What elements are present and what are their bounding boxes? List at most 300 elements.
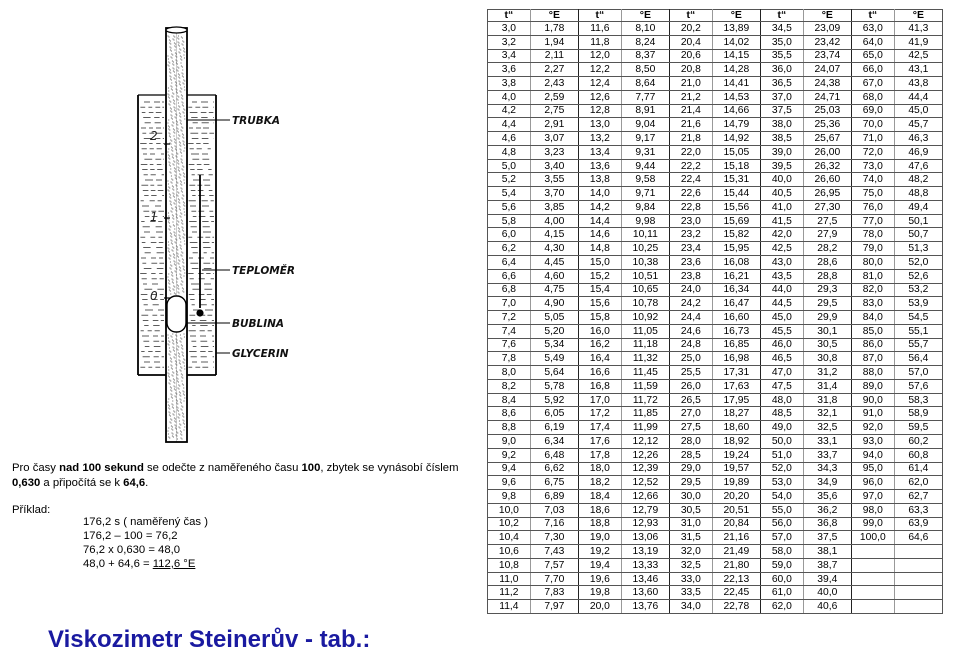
cell-engler: 10,65 (621, 283, 669, 297)
cell-seconds: 8,4 (488, 393, 531, 407)
table-row (488, 407, 943, 421)
cell-engler: 24,71 (803, 90, 851, 104)
cell-engler: 2,43 (530, 77, 578, 91)
cell-engler: 25,36 (803, 118, 851, 132)
cell-engler: 19,89 (712, 476, 760, 490)
bubble (167, 296, 186, 332)
cell-engler: 40,0 (803, 586, 851, 600)
table-row (488, 228, 943, 242)
cell-seconds: 17,2 (578, 407, 621, 421)
thermometer (196, 175, 203, 317)
cell-seconds: 29,0 (669, 462, 712, 476)
cell-engler: 8,91 (621, 104, 669, 118)
cell-seconds: 69,0 (851, 104, 894, 118)
cell-engler: 7,97 (530, 600, 578, 614)
cell-seconds: 20,2 (669, 22, 712, 36)
cell-seconds: 5,0 (488, 159, 531, 173)
cell-seconds: 11,6 (578, 22, 621, 36)
cell-seconds: 90,0 (851, 393, 894, 407)
cell-engler: 34,3 (803, 462, 851, 476)
cell-engler: 30,5 (803, 338, 851, 352)
cell-seconds: 63,0 (851, 22, 894, 36)
cell-engler: 13,60 (621, 586, 669, 600)
note-part-bold: nad 100 sekund (59, 462, 144, 474)
cell-seconds: 3,0 (488, 22, 531, 36)
cell-engler: 28,6 (803, 256, 851, 270)
cell-seconds: 32,5 (669, 558, 712, 572)
table-header-row (488, 10, 943, 22)
cell-seconds: 49,0 (760, 421, 803, 435)
header-t: t“ (760, 10, 803, 22)
cell-engler: 62,0 (894, 476, 942, 490)
cell-engler (894, 586, 942, 600)
cell-seconds: 18,4 (578, 490, 621, 504)
cell-seconds: 13,4 (578, 145, 621, 159)
cell-seconds: 28,0 (669, 434, 712, 448)
cell-seconds: 6,4 (488, 256, 531, 270)
header-e: °E (530, 10, 578, 22)
cell-seconds: 15,2 (578, 269, 621, 283)
cell-seconds: 26,5 (669, 393, 712, 407)
cell-seconds: 91,0 (851, 407, 894, 421)
cell-engler: 6,48 (530, 448, 578, 462)
cell-engler: 29,5 (803, 297, 851, 311)
table-row (488, 366, 943, 380)
cell-engler: 8,64 (621, 77, 669, 91)
cell-seconds: 23,6 (669, 256, 712, 270)
mark-1: 1 (150, 210, 158, 224)
cell-engler: 26,00 (803, 145, 851, 159)
cell-engler: 50,1 (894, 214, 942, 228)
label-glycerin: GLYCERIN (232, 348, 289, 360)
example-result: 112,6 °E (152, 557, 196, 570)
cell-engler: 43,1 (894, 63, 942, 77)
cell-seconds: 55,0 (760, 503, 803, 517)
cell-seconds: 13,2 (578, 132, 621, 146)
cell-seconds: 26,0 (669, 379, 712, 393)
cell-engler: 5,05 (530, 311, 578, 325)
table-row (488, 283, 943, 297)
example-line: 76,2 x 0,630 = 48,0 (83, 543, 181, 556)
cell-seconds: 41,5 (760, 214, 803, 228)
cell-engler: 7,57 (530, 558, 578, 572)
cell-seconds: 93,0 (851, 434, 894, 448)
table-row (488, 63, 943, 77)
cell-seconds: 58,0 (760, 545, 803, 559)
table-row (488, 200, 943, 214)
cell-engler: 38,1 (803, 545, 851, 559)
cell-seconds: 10,2 (488, 517, 531, 531)
cell-engler: 58,3 (894, 393, 942, 407)
cell-seconds: 88,0 (851, 366, 894, 380)
cell-seconds: 7,2 (488, 311, 531, 325)
cell-engler: 16,98 (712, 352, 760, 366)
cell-seconds: 52,0 (760, 462, 803, 476)
cell-engler: 13,76 (621, 600, 669, 614)
cell-seconds: 17,4 (578, 421, 621, 435)
cell-seconds: 47,5 (760, 379, 803, 393)
cell-seconds: 48,0 (760, 393, 803, 407)
cell-seconds: 6,0 (488, 228, 531, 242)
mark-2: 2 (150, 129, 158, 143)
cell-seconds: 19,0 (578, 531, 621, 545)
cell-seconds: 84,0 (851, 311, 894, 325)
cell-engler: 38,7 (803, 558, 851, 572)
cell-engler: 63,9 (894, 517, 942, 531)
cell-engler: 7,43 (530, 545, 578, 559)
cell-engler: 33,7 (803, 448, 851, 462)
cell-engler: 26,32 (803, 159, 851, 173)
cell-engler: 15,69 (712, 214, 760, 228)
header-e: °E (894, 10, 942, 22)
cell-seconds: 17,6 (578, 434, 621, 448)
cell-engler: 37,5 (803, 531, 851, 545)
cell-seconds: 22,0 (669, 145, 712, 159)
cell-engler: 12,79 (621, 503, 669, 517)
cell-engler: 5,20 (530, 324, 578, 338)
cell-seconds: 35,5 (760, 49, 803, 63)
cell-engler: 18,27 (712, 407, 760, 421)
cell-engler: 1,78 (530, 22, 578, 36)
cell-engler: 24,38 (803, 77, 851, 91)
cell-seconds: 3,4 (488, 49, 531, 63)
cell-seconds: 62,0 (760, 600, 803, 614)
cell-seconds: 54,0 (760, 490, 803, 504)
cell-seconds: 16,4 (578, 352, 621, 366)
cell-seconds: 7,6 (488, 338, 531, 352)
table-row (488, 558, 943, 572)
cell-engler: 11,45 (621, 366, 669, 380)
cell-seconds: 27,0 (669, 407, 712, 421)
cell-engler: 16,34 (712, 283, 760, 297)
cell-seconds: 14,6 (578, 228, 621, 242)
cell-engler: 9,17 (621, 132, 669, 146)
cell-seconds: 31,5 (669, 531, 712, 545)
cell-engler: 53,2 (894, 283, 942, 297)
cell-engler: 3,23 (530, 145, 578, 159)
cell-seconds: 37,5 (760, 104, 803, 118)
table-row (488, 379, 943, 393)
table-row (488, 531, 943, 545)
cell-seconds: 4,4 (488, 118, 531, 132)
cell-engler: 32,1 (803, 407, 851, 421)
table-row (488, 476, 943, 490)
cell-engler: 61,4 (894, 462, 942, 476)
cell-seconds: 9,6 (488, 476, 531, 490)
cell-seconds (851, 545, 894, 559)
table-row (488, 572, 943, 586)
cell-engler: 14,66 (712, 104, 760, 118)
cell-seconds: 11,0 (488, 572, 531, 586)
table-row (488, 242, 943, 256)
note-part: se odečte z naměřeného času (143, 462, 302, 474)
cell-engler: 13,06 (621, 531, 669, 545)
header-t: t“ (669, 10, 712, 22)
cell-seconds: 28,5 (669, 448, 712, 462)
cell-engler: 53,9 (894, 297, 942, 311)
cell-seconds: 12,2 (578, 63, 621, 77)
table-row (488, 421, 943, 435)
table-row (488, 77, 943, 91)
viscometer-diagram (0, 0, 480, 460)
table-row (488, 35, 943, 49)
cell-engler: 3,55 (530, 173, 578, 187)
cell-seconds: 100,0 (851, 531, 894, 545)
cell-engler: 7,70 (530, 572, 578, 586)
cell-seconds: 89,0 (851, 379, 894, 393)
cell-engler: 9,58 (621, 173, 669, 187)
cell-engler: 33,1 (803, 434, 851, 448)
table-row (488, 187, 943, 201)
table-row (488, 269, 943, 283)
cell-engler: 14,15 (712, 49, 760, 63)
cell-seconds: 4,2 (488, 104, 531, 118)
cell-seconds: 17,8 (578, 448, 621, 462)
table-row (488, 173, 943, 187)
cell-engler: 2,27 (530, 63, 578, 77)
cell-seconds: 12,4 (578, 77, 621, 91)
cell-seconds: 21,8 (669, 132, 712, 146)
cell-seconds: 4,0 (488, 90, 531, 104)
cell-seconds: 98,0 (851, 503, 894, 517)
cell-engler: 12,93 (621, 517, 669, 531)
cell-engler: 41,3 (894, 22, 942, 36)
cell-seconds: 95,0 (851, 462, 894, 476)
cell-engler: 10,92 (621, 311, 669, 325)
cell-engler: 22,78 (712, 600, 760, 614)
table-row (488, 393, 943, 407)
note-part: . (145, 476, 149, 489)
cell-engler: 16,73 (712, 324, 760, 338)
cell-seconds: 43,5 (760, 269, 803, 283)
cell-engler: 16,21 (712, 269, 760, 283)
cell-seconds: 42,0 (760, 228, 803, 242)
cell-seconds: 23,2 (669, 228, 712, 242)
table-row (488, 104, 943, 118)
cell-engler: 16,60 (712, 311, 760, 325)
cell-engler: 13,46 (621, 572, 669, 586)
cell-engler: 11,18 (621, 338, 669, 352)
cell-engler: 39,4 (803, 572, 851, 586)
cell-engler: 16,08 (712, 256, 760, 270)
cell-engler: 4,15 (530, 228, 578, 242)
cell-engler: 12,66 (621, 490, 669, 504)
cell-engler: 48,2 (894, 173, 942, 187)
cell-engler: 60,2 (894, 434, 942, 448)
conversion-table (487, 9, 943, 614)
cell-seconds: 76,0 (851, 200, 894, 214)
cell-engler: 11,32 (621, 352, 669, 366)
cell-seconds: 11,2 (488, 586, 531, 600)
table-row (488, 517, 943, 531)
cell-engler: 47,6 (894, 159, 942, 173)
cell-seconds: 57,0 (760, 531, 803, 545)
cell-seconds: 3,2 (488, 35, 531, 49)
cell-engler: 18,92 (712, 434, 760, 448)
cell-engler: 12,12 (621, 434, 669, 448)
cell-seconds: 36,0 (760, 63, 803, 77)
cell-seconds: 9,4 (488, 462, 531, 476)
cell-engler: 16,47 (712, 297, 760, 311)
label-thermometer: TEPLOMĚR (232, 265, 295, 277)
cell-engler: 21,80 (712, 558, 760, 572)
cell-engler: 14,02 (712, 35, 760, 49)
cell-engler: 13,33 (621, 558, 669, 572)
cell-engler: 58,9 (894, 407, 942, 421)
cell-seconds: 65,0 (851, 49, 894, 63)
cell-seconds: 6,2 (488, 242, 531, 256)
cell-seconds: 64,0 (851, 35, 894, 49)
cell-engler: 4,45 (530, 256, 578, 270)
cell-engler: 51,3 (894, 242, 942, 256)
cell-engler: 5,92 (530, 393, 578, 407)
table-row (488, 214, 943, 228)
cell-engler: 3,70 (530, 187, 578, 201)
cell-engler: 31,8 (803, 393, 851, 407)
cell-seconds: 19,8 (578, 586, 621, 600)
cell-engler: 12,39 (621, 462, 669, 476)
table-row (488, 49, 943, 63)
cell-engler: 48,8 (894, 187, 942, 201)
cell-engler: 5,34 (530, 338, 578, 352)
cell-seconds: 31,0 (669, 517, 712, 531)
cell-engler: 15,05 (712, 145, 760, 159)
cell-seconds: 17,0 (578, 393, 621, 407)
cell-seconds: 33,0 (669, 572, 712, 586)
cell-seconds: 45,5 (760, 324, 803, 338)
cell-seconds: 16,6 (578, 366, 621, 380)
cell-seconds: 13,0 (578, 118, 621, 132)
example-line (83, 558, 208, 572)
cell-seconds: 18,8 (578, 517, 621, 531)
cell-engler: 11,85 (621, 407, 669, 421)
cell-engler: 28,8 (803, 269, 851, 283)
cell-engler: 10,25 (621, 242, 669, 256)
cell-engler: 8,50 (621, 63, 669, 77)
cell-seconds: 21,0 (669, 77, 712, 91)
cell-seconds: 18,0 (578, 462, 621, 476)
cell-seconds: 81,0 (851, 269, 894, 283)
cell-seconds: 80,0 (851, 256, 894, 270)
cell-engler: 10,51 (621, 269, 669, 283)
cell-engler: 14,92 (712, 132, 760, 146)
cell-engler: 49,4 (894, 200, 942, 214)
cell-seconds: 66,0 (851, 63, 894, 77)
note-part: Pro časy (12, 462, 60, 474)
cell-seconds (851, 558, 894, 572)
cell-seconds: 4,8 (488, 145, 531, 159)
cell-seconds: 15,8 (578, 311, 621, 325)
cell-engler: 2,91 (530, 118, 578, 132)
leader-lines (186, 120, 230, 353)
cell-engler: 40,6 (803, 600, 851, 614)
cell-engler (894, 558, 942, 572)
cell-engler: 55,1 (894, 324, 942, 338)
cell-engler: 5,49 (530, 352, 578, 366)
cell-seconds: 53,0 (760, 476, 803, 490)
cell-seconds: 46,5 (760, 352, 803, 366)
cell-engler: 7,77 (621, 90, 669, 104)
cell-engler: 27,9 (803, 228, 851, 242)
cell-seconds: 6,6 (488, 269, 531, 283)
cell-seconds: 85,0 (851, 324, 894, 338)
table-body (488, 22, 943, 614)
cell-engler: 15,18 (712, 159, 760, 173)
cell-engler: 50,7 (894, 228, 942, 242)
cell-engler: 11,72 (621, 393, 669, 407)
cell-seconds: 24,6 (669, 324, 712, 338)
cell-engler: 15,56 (712, 200, 760, 214)
cell-engler: 7,16 (530, 517, 578, 531)
cell-seconds (851, 600, 894, 614)
cell-engler: 45,0 (894, 104, 942, 118)
cell-engler (894, 545, 942, 559)
cell-engler: 60,8 (894, 448, 942, 462)
cell-seconds: 36,5 (760, 77, 803, 91)
cell-seconds: 22,8 (669, 200, 712, 214)
example-line: 176,2 s ( naměřený čas ) (83, 516, 208, 528)
cell-engler: 18,60 (712, 421, 760, 435)
cell-seconds: 14,0 (578, 187, 621, 201)
cell-engler: 32,5 (803, 421, 851, 435)
cell-seconds: 16,0 (578, 324, 621, 338)
cell-seconds: 7,8 (488, 352, 531, 366)
cell-seconds: 21,6 (669, 118, 712, 132)
table-row (488, 545, 943, 559)
cell-seconds: 68,0 (851, 90, 894, 104)
cell-engler: 41,9 (894, 35, 942, 49)
cell-engler: 57,6 (894, 379, 942, 393)
cell-engler: 28,2 (803, 242, 851, 256)
cell-engler: 9,71 (621, 187, 669, 201)
cell-seconds: 30,5 (669, 503, 712, 517)
cell-seconds: 12,8 (578, 104, 621, 118)
cell-engler: 8,24 (621, 35, 669, 49)
table-row (488, 145, 943, 159)
cell-engler: 29,9 (803, 311, 851, 325)
header-t: t“ (578, 10, 621, 22)
cell-engler: 43,8 (894, 77, 942, 91)
table-row (488, 256, 943, 270)
cell-engler: 17,63 (712, 379, 760, 393)
table-row (488, 503, 943, 517)
cell-seconds: 34,5 (760, 22, 803, 36)
cell-engler: 19,57 (712, 462, 760, 476)
cell-engler: 13,19 (621, 545, 669, 559)
cell-engler: 14,53 (712, 90, 760, 104)
cell-engler: 21,16 (712, 531, 760, 545)
cell-engler: 44,4 (894, 90, 942, 104)
cell-engler: 22,13 (712, 572, 760, 586)
cell-seconds: 22,6 (669, 187, 712, 201)
cell-seconds: 73,0 (851, 159, 894, 173)
example-calculation (83, 516, 208, 572)
cell-seconds: 3,6 (488, 63, 531, 77)
cell-seconds: 21,4 (669, 104, 712, 118)
cell-engler: 17,95 (712, 393, 760, 407)
cell-seconds: 8,0 (488, 366, 531, 380)
label-tube: TRUBKA (232, 115, 281, 127)
cell-seconds: 92,0 (851, 421, 894, 435)
cell-seconds: 71,0 (851, 132, 894, 146)
cell-seconds: 77,0 (851, 214, 894, 228)
table-row (488, 490, 943, 504)
cell-seconds: 15,6 (578, 297, 621, 311)
cell-engler: 52,0 (894, 256, 942, 270)
cell-seconds: 72,0 (851, 145, 894, 159)
cell-engler: 6,89 (530, 490, 578, 504)
cell-engler: 8,37 (621, 49, 669, 63)
